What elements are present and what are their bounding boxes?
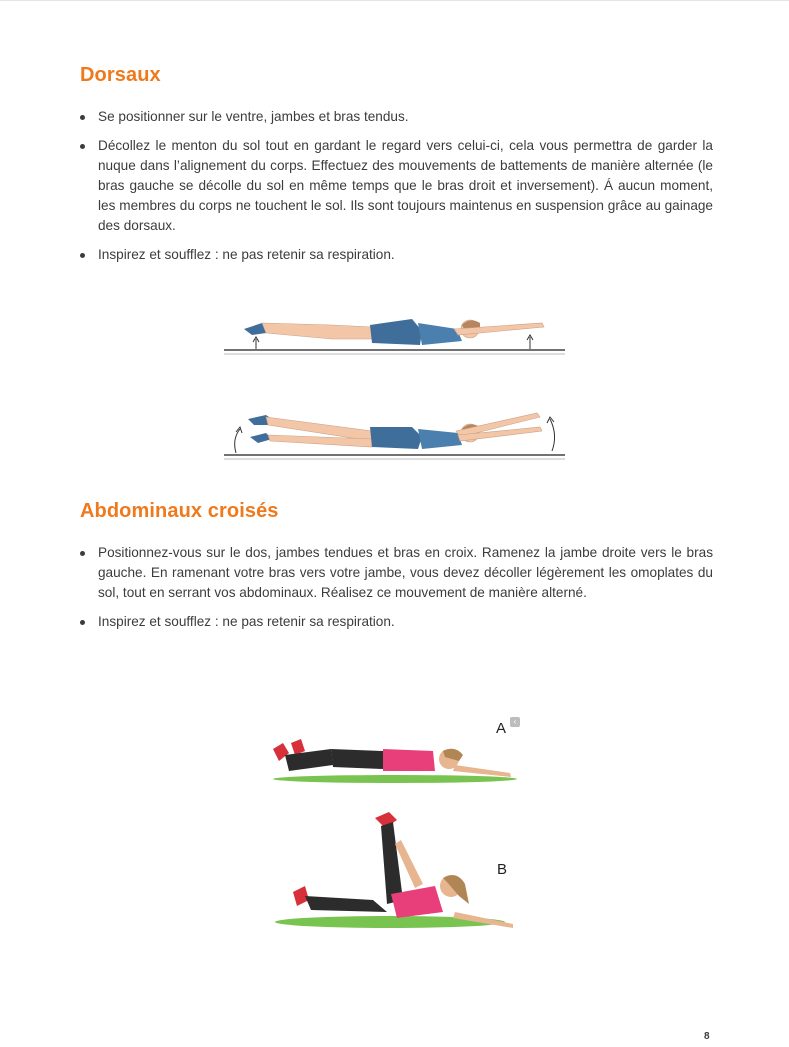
prone-exercise-illustration-2 <box>222 405 567 463</box>
bullet-icon <box>80 253 85 258</box>
crunch-photo-b <box>265 800 525 940</box>
section-title-dorsaux: Dorsaux <box>80 64 161 86</box>
prone-exercise-illustration-1 <box>222 305 567 360</box>
figure-label-a: A <box>496 720 507 737</box>
list-item: Positionnez-vous sur le dos, jambes tendues et bras en croix. Ramenez la jambe droite vers le bras gauche. En ramenant votre bras vers votre jambe, vous devez décoller légèrement les omoplates du sol, tout en serrant vos abdominaux. Réalisez ce mouvement de manière alterné. <box>80 543 713 603</box>
chevron-left-icon: ‹ <box>510 717 520 727</box>
list-item: Inspirez et soufflez : ne pas retenir sa respiration. <box>80 612 713 632</box>
section-title-abdominaux: Abdominaux croisés <box>80 500 279 522</box>
top-border <box>0 0 789 1</box>
crunch-photo-a <box>265 735 525 785</box>
bullet-icon <box>80 115 85 120</box>
list-item: Inspirez et soufflez : ne pas retenir sa respiration. <box>80 245 713 265</box>
abdominaux-instructions <box>80 543 713 641</box>
figure-label-b: B <box>497 861 508 878</box>
list-item: Décollez le menton du sol tout en gardant le regard vers celui-ci, cela vous permettra de garder la nuque dans l’alignement du corps. Effectuez des mouvements de battements de manière alternée (le bras gauche se décolle du sol en même temps que le bras droit et inversement). Á aucun moment, les membres du corps ne touchent le sol. Ils sont toujours maintenus en suspension grâce au gainage des dorsaux. <box>80 136 713 236</box>
bullet-icon <box>80 144 85 149</box>
list-item: Se positionner sur le ventre, jambes et bras tendus. <box>80 107 713 127</box>
page-number: 8 <box>704 1031 710 1042</box>
bullet-icon <box>80 551 85 556</box>
dorsaux-instructions <box>80 107 713 274</box>
bullet-icon <box>80 620 85 625</box>
